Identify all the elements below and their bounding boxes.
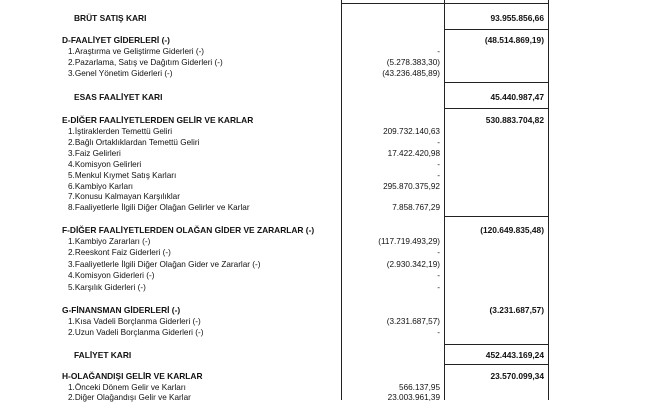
line-item-label: 2.Pazarlama, Satış ve Dağıtım Giderleri (-) — [68, 58, 223, 67]
line-item-label: 1.İştiraklerden Temettü Geliri — [68, 127, 173, 136]
line-item-label: 6.Kambiyo Karları — [68, 182, 134, 191]
row-rule — [444, 216, 548, 217]
line-item-value: - — [437, 271, 440, 280]
line-item-label: 2.Diğer Olağandışı Gelir ve Karlar — [68, 393, 191, 402]
line-item-label: 2.Reeskont Faiz Giderleri (-) — [68, 248, 171, 257]
line-item-value: - — [437, 328, 440, 337]
line-item-label: 2.Uzun Vadeli Borçlanma Giderleri (-) — [68, 328, 204, 337]
brut-satis-label: BRÜT SATIŞ KARI — [74, 13, 147, 23]
h-section-total: 23.570.099,34 — [490, 371, 544, 381]
h-section-title: H-OLAĞANDIŞI GELİR VE KARLAR — [62, 371, 203, 381]
line-item-value: (5.278.383,30) — [386, 58, 440, 67]
line-item-label: 1.Kısa Vadeli Borçlanma Giderleri (-) — [68, 317, 201, 326]
line-item-value: - — [437, 171, 440, 180]
line-item-value: 7.858.767,29 — [392, 203, 440, 212]
line-item-label: 5.Menkul Kıymet Satış Karları — [68, 171, 177, 180]
line-item-label: 7.Konusu Kalmayan Karşılıklar — [68, 192, 180, 201]
line-item-label: 4.Komisyon Gelirleri — [68, 160, 142, 169]
line-item-value: - — [437, 283, 440, 292]
line-item-label: 1.Kambiyo Zararları (-) — [68, 237, 151, 246]
row-rule — [444, 364, 548, 365]
row-rule — [444, 344, 548, 345]
d-section-title: D-FAALİYET GİDERLERİ (-) — [62, 35, 170, 45]
line-item-label: 4.Komisyon Giderleri (-) — [68, 271, 155, 280]
line-item-value: (43.236.485,89) — [382, 69, 440, 78]
esas-faaliyet-total: 45.440.987,47 — [490, 92, 544, 102]
line-item-value: - — [437, 160, 440, 169]
line-item-value: (2.930.342,19) — [386, 260, 440, 269]
line-item-value: 566.137,95 — [399, 383, 440, 392]
faaliyet-kari-label: FALİYET KARI — [74, 350, 132, 360]
line-item-label: 8.Faaliyetlerle İlgili Diğer Olağan Gelirler ve Karlar — [68, 203, 250, 212]
f-section-total: (120.649.835,48) — [480, 225, 544, 235]
line-item-value: - — [437, 47, 440, 56]
line-item-value: 295.870.375,92 — [383, 182, 440, 191]
column-rule-total-left — [444, 0, 445, 400]
e-section-total: 530.883.704,82 — [485, 115, 544, 125]
line-item-label: 3.Faiz Gelirleri — [68, 149, 121, 158]
line-item-value: - — [437, 248, 440, 257]
e-section-title: E-DİĞER FAALİYETLERDEN GELİR VE KARLAR — [62, 115, 254, 125]
line-item-value: 23.003.961,39 — [387, 393, 440, 402]
line-item-label: 3.Faaliyetlerle İlgili Diğer Olağan Gider ve Zararlar (-) — [68, 260, 261, 269]
line-item-label: 3.Genel Yönetim Giderleri (-) — [68, 69, 173, 78]
row-rule — [341, 3, 548, 4]
row-rule — [444, 29, 548, 30]
column-rule-total-right — [548, 0, 549, 400]
line-item-label: 1.Önceki Dönem Gelir ve Karları — [68, 383, 186, 392]
line-item-value: (3.231.687,57) — [386, 317, 440, 326]
line-item-value: 209.732.140,63 — [383, 127, 440, 136]
g-section-total: (3.231.687,57) — [489, 305, 544, 315]
f-section-title: F-DİĞER FAALİYETLERDEN OLAĞAN GİDER VE ZARARLAR (-) — [62, 225, 315, 235]
faaliyet-kari-total: 452.443.169,24 — [485, 350, 544, 360]
line-item-value: - — [437, 138, 440, 147]
line-item-label: 1.Araştırma ve Geliştirme Giderleri (-) — [68, 47, 205, 56]
column-rule-value — [341, 0, 342, 400]
line-item-value: (117.719.493,29) — [378, 237, 440, 246]
d-section-total: (48.514.869,19) — [484, 35, 544, 45]
esas-faaliyet-label: ESAS FAALİYET KARI — [74, 92, 163, 102]
g-section-title: G-FİNANSMAN GİDERLERİ (-) — [62, 305, 181, 315]
line-item-label: 2.Bağlı Ortaklıklardan Temettü Geliri — [68, 138, 200, 147]
line-item-value: 17.422.420,98 — [387, 149, 440, 158]
brut-satis-total: 93.955.856,66 — [490, 13, 544, 23]
row-rule — [444, 82, 548, 83]
line-item-label: 5.Karşılık Giderleri (-) — [68, 283, 146, 292]
row-rule — [444, 108, 548, 109]
